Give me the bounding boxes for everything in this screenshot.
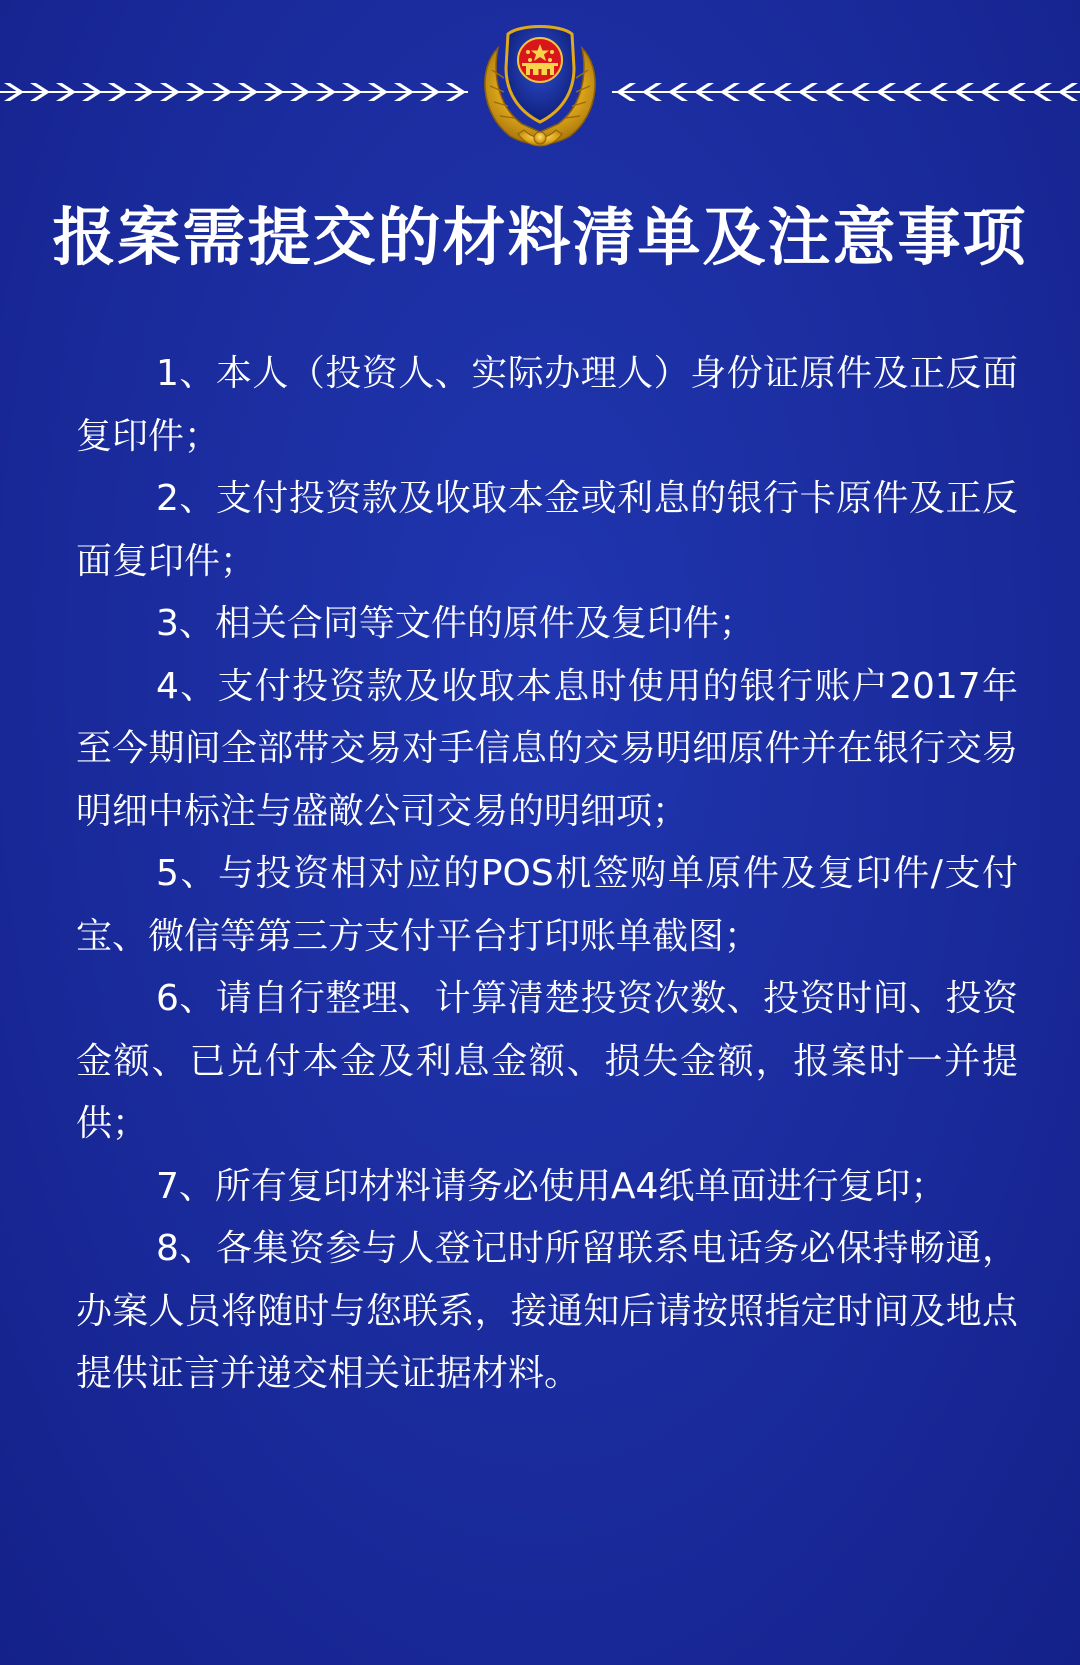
police-emblem-icon	[470, 8, 610, 158]
page-title: 报案需提交的材料清单及注意事项	[52, 201, 1028, 274]
material-list	[76, 343, 1018, 1406]
list-item-4: 4、支付投资款及收取本息时使用的银行账户2017年至今期间全部带交易对手信息的交易明细原件并在银行交易明细中标注与盛敵公司交易的明细项；	[76, 665, 1018, 832]
list-item-8: 8、各集资参与人登记时所留联系电话务必保持畅通，办案人员将随时与您联系，接通知后请按照指定时间及地点提供证言并递交相关证据材料。	[76, 1228, 1018, 1394]
chain-ornament-right	[612, 79, 1080, 105]
header	[0, 0, 1080, 274]
chain-ornament-left	[0, 79, 468, 105]
list-item-3: 3、相关合同等文件的原件及复印件；	[156, 603, 755, 644]
list-item-6: 6、请自行整理、计算清楚投资次数、投资时间、投资金额、已兑付本金及利息金额、损失金额，报案时一并提供；	[76, 978, 1018, 1144]
list-item-7: 7、所有复印材料请务必使用A4纸单面进行复印；	[156, 1165, 947, 1207]
list-item-5: 5、与投资相对应的POS机签购单原件及复印件/支付宝、微信等第三方支付平台打印账单截图；	[76, 853, 1018, 957]
list-item-2: 2、支付投资款及收取本金或利息的银行卡原件及正反面复印件；	[76, 478, 1018, 582]
list-item-1: 1、本人（投资人、实际办理人）身份证原件及正反面复印件；	[76, 353, 1018, 457]
